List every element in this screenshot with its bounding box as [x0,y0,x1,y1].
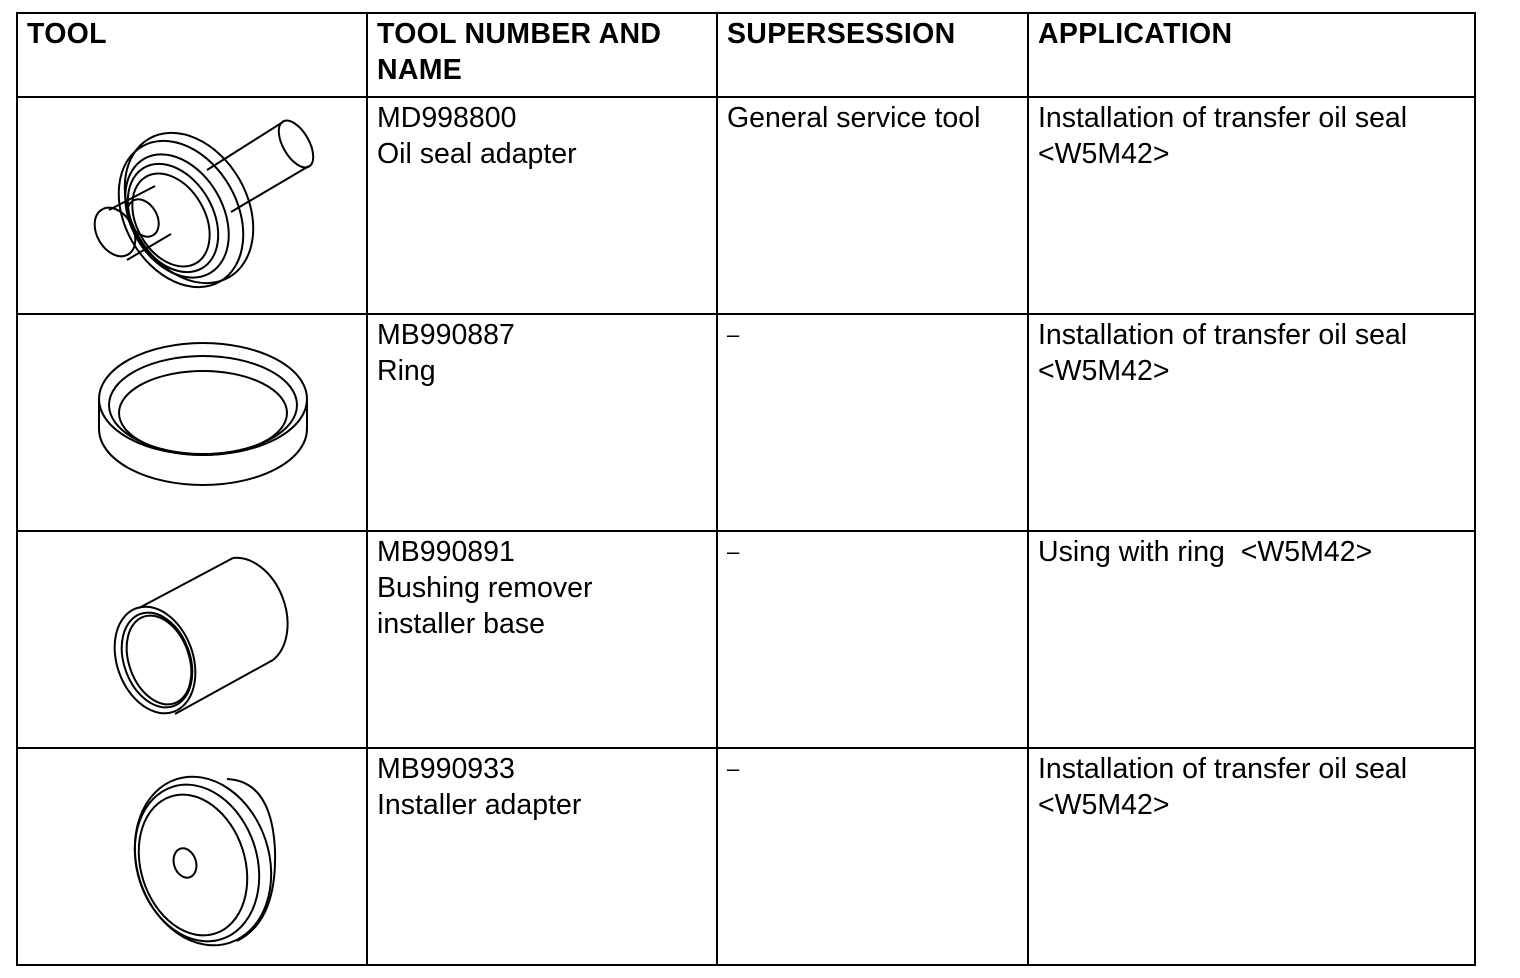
tool-number-cell [367,748,717,965]
application-line-2: <W5M42> [1038,789,1170,821]
tool-number: MD998800 [377,102,517,134]
application-line-1: Installation of transfer oil seal [1038,102,1408,134]
tool-name: Installer adapter [377,789,582,821]
tool-name-line-1: Bushing remover [377,572,593,604]
application-line-1: Installation of transfer oil seal [1038,319,1408,351]
header-tool-number-line-2: NAME [377,54,463,86]
tool-image-cell [17,748,367,965]
application-cell [1028,97,1475,314]
tool-number-cell [367,97,717,314]
tool-number-cell [367,314,717,531]
installer-adapter-icon [27,751,375,964]
tool-number-cell [367,531,717,748]
tool-number: MB990891 [377,536,515,568]
supersession-dash: – [727,322,740,347]
application-cell [1028,314,1475,531]
tool-image-cell [17,531,367,748]
tool-number: MB990933 [377,753,515,785]
header-tool-number-line-1: TOOL NUMBER AND [377,18,662,50]
special-tools-table [16,12,1476,966]
tool-name: Ring [377,355,436,387]
application-cell [1028,748,1475,965]
supersession-cell [717,748,1028,965]
tool-image-cell [17,97,367,314]
table-row [17,97,1475,314]
application-line-2: <W5M42> [1038,355,1170,387]
header-supersession: SUPERSESSION [717,13,1028,97]
tool-name: Oil seal adapter [377,138,577,170]
table-row [17,748,1475,965]
supersession-cell [717,531,1028,748]
application-line-1: Installation of transfer oil seal [1038,753,1408,785]
bushing-remover-installer-base-icon [27,534,375,747]
table-row [17,314,1475,531]
supersession-dash: – [727,756,740,781]
header-application: APPLICATION [1028,13,1475,97]
application-cell [1028,531,1475,748]
application-line-1: Using with ring <W5M42> [1038,536,1373,568]
table-row [17,531,1475,748]
application-line-2: <W5M42> [1038,138,1170,170]
supersession-cell: General service tool [717,97,1028,314]
supersession-cell [717,314,1028,531]
supersession-dash: – [727,539,740,564]
header-tool: TOOL [17,13,367,97]
header-row [17,13,1475,97]
tool-number: MB990887 [377,319,515,351]
tool-name-line-2: installer base [377,608,545,640]
tool-image-cell [17,314,367,531]
ring-icon [27,317,375,530]
header-tool-number-and-name [367,13,717,97]
oil-seal-adapter-icon [27,100,375,313]
